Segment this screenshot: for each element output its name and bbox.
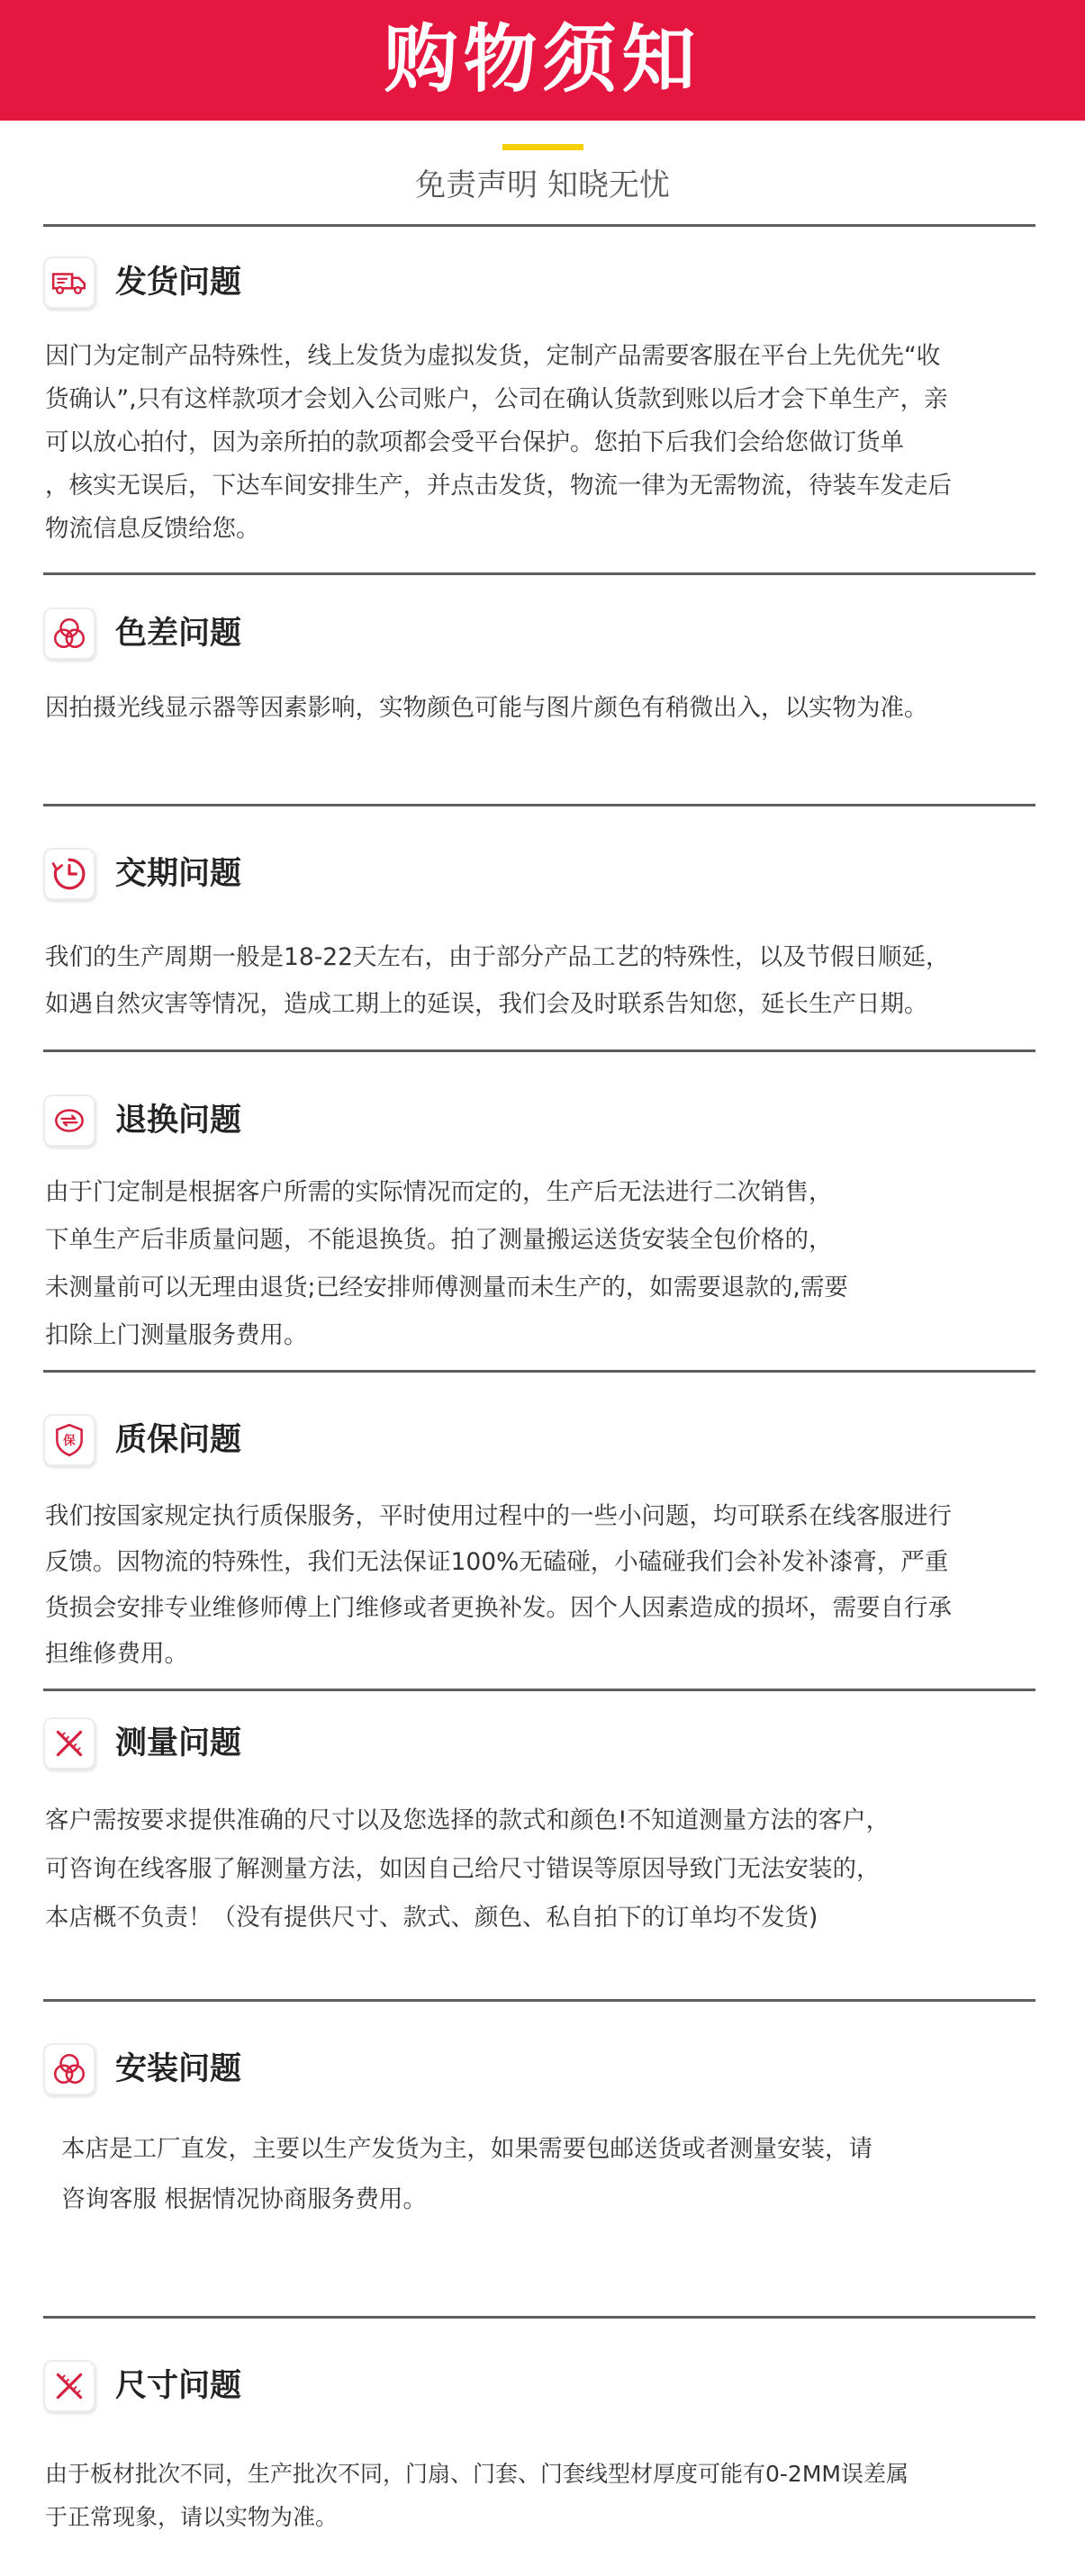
divider bbox=[43, 224, 1035, 227]
section-body: 由于门定制是根据客户所需的实际情况而定的，生产后无法进行二次销售， 下单生产后非质量问题，不能退换货。拍了测量搬运送货安装全包价格的， 未测量前可以无理由退货;已经安排师傅测量而未生产的，如需要退款的,需要 扣除上门测量服务费用。 bbox=[45, 1178, 848, 1349]
section-body: 因门为定制产品特殊性，线上发货为虚拟发货，定制产品需要客服在平台上先优先“收 货确认”,只有这样款项才会划入公司账户，公司在确认货款到账以后才会下单生产，亲 可以放心拍付，因为亲所拍的款项都会受平台保护。您拍下后我们会给您做订货单 ，核实无误后，下达车间安排生产，并点击发货，物流一律为无需物流，待装车发走后 物流信息反馈给您。 bbox=[45, 342, 952, 543]
section-body: 我们按国家规定执行质保服务，平时使用过程中的一些小问题，均可联系在线客服进行 反馈。因物流的特殊性，我们无法保证100%无磕碰，小磕碰我们会补发补漆膏，严重 货损会安排专业维修师傅上门维修或者更换补发。因个人因素造成的损坏，需要自行承 担维修费用。 bbox=[45, 1502, 952, 1668]
section-title: 安装问题 bbox=[115, 2050, 242, 2087]
section-body: 本店是工厂直发，主要以生产发货为主，如果需要包邮送货或者测量安装，请 咨询客服 根据情况协商服务费用。 bbox=[61, 2135, 873, 2213]
section-measurement-header bbox=[43, 1716, 241, 1771]
accent-bar bbox=[502, 144, 583, 150]
section-title: 测量问题 bbox=[115, 1725, 242, 1761]
section-title: 退换问题 bbox=[115, 1102, 242, 1139]
shield-icon-text: 保 bbox=[63, 1434, 76, 1449]
color-circles-icon bbox=[43, 2043, 95, 2095]
exchange-icon bbox=[43, 1094, 95, 1147]
divider bbox=[43, 1999, 1035, 2002]
divider bbox=[43, 804, 1035, 806]
delivery-truck-icon bbox=[43, 257, 95, 309]
divider bbox=[43, 1689, 1035, 1691]
section-body: 客户需按要求提供准确的尺寸以及您选择的款式和颜色!不知道测量方法的客户， 可咨询在线客服了解测量方法，如因自己给尺寸错误等原因导致门无法安装的， 本店概不负责！（没有提供尺寸、款式、颜色、私自拍下的订单均不发货) bbox=[45, 1806, 891, 1932]
section-shipping-header bbox=[43, 255, 241, 311]
ruler-cross-icon bbox=[43, 1717, 95, 1770]
disclaimer-subtitle: 免责声明 知晓无忧 bbox=[415, 167, 670, 203]
section-installation-header bbox=[43, 2041, 241, 2097]
section-title: 色差问题 bbox=[115, 615, 242, 652]
divider bbox=[43, 1370, 1035, 1373]
divider bbox=[43, 1049, 1035, 1052]
ruler-cross-icon bbox=[43, 2360, 95, 2412]
section-body: 我们的生产周期一般是18-22天左右，由于部分产品工艺的特殊性，以及节假日顺延， 如遇自然灾害等情况，造成工期上的延误，我们会及时联系告知您，延长生产日期。 bbox=[45, 943, 950, 1018]
section-body: 因拍摄光线显示器等因素影响，实物颜色可能与图片颜色有稍微出入，以实物为准。 bbox=[45, 694, 928, 722]
section-title: 发货问题 bbox=[115, 264, 242, 301]
header-banner bbox=[0, 0, 1085, 121]
section-title: 交期问题 bbox=[115, 855, 242, 892]
color-circles-icon bbox=[43, 608, 95, 660]
section-body: 由于板材批次不同，生产批次不同，门扇、门套、门套线型材厚度可能有0-2MM误差属 于正常现象，请以实物为准。 bbox=[45, 2461, 909, 2530]
section-title: 质保问题 bbox=[115, 1421, 242, 1458]
divider bbox=[43, 2316, 1035, 2319]
clock-icon bbox=[43, 848, 95, 900]
divider bbox=[43, 572, 1035, 575]
section-title: 尺寸问题 bbox=[115, 2367, 242, 2404]
section-color-header bbox=[43, 606, 241, 662]
section-size-header bbox=[43, 2358, 241, 2414]
section-return-header bbox=[43, 1093, 241, 1148]
page-title: 购物须知 bbox=[384, 17, 701, 103]
section-delivery-time-header bbox=[43, 846, 241, 902]
section-warranty-header bbox=[43, 1412, 241, 1468]
shield-icon bbox=[43, 1414, 95, 1466]
